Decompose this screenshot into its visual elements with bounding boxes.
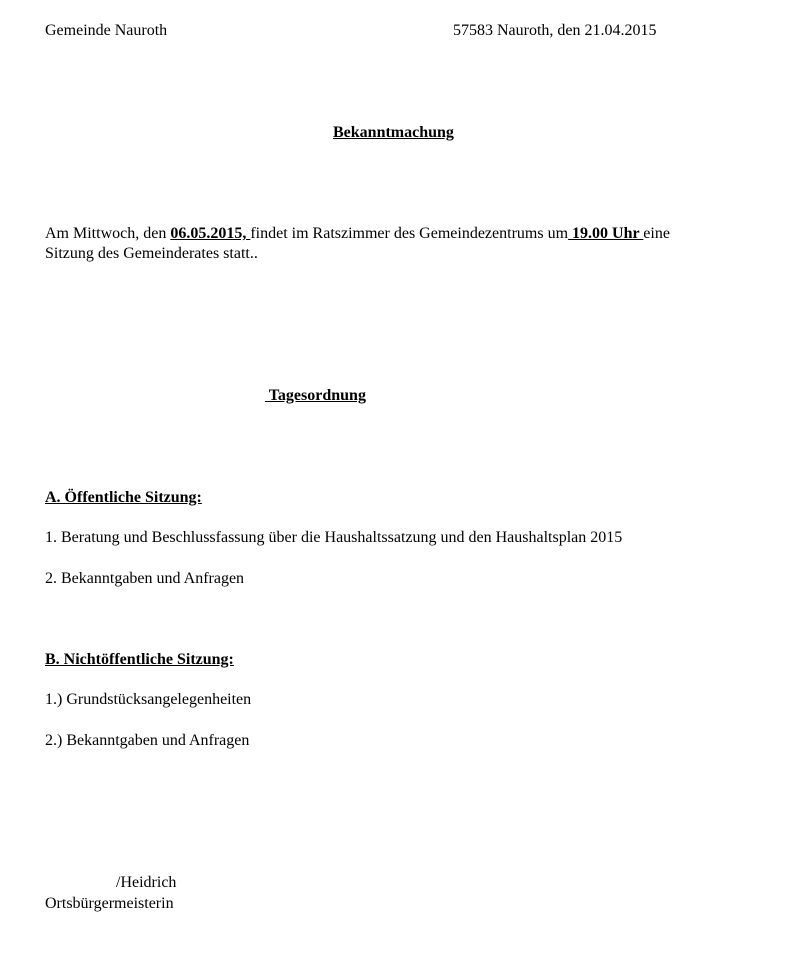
signature-role: Ortsbürgermeisterin (45, 895, 174, 912)
agenda-item: 2.) Bekanntgaben und Anfragen (45, 732, 250, 749)
announcement-line-1 (45, 224, 745, 244)
document-title: Bekanntmachung (333, 124, 454, 141)
agenda-item: 1. Beratung und Beschlussfassung über die Haushaltssatzung und den Haushaltsplan 2015 (45, 529, 623, 546)
meeting-time: 19.00 Uhr (568, 225, 644, 242)
intro-text-1: Am Mittwoch, den (45, 225, 171, 242)
intro-text-3: eine (643, 225, 670, 242)
intro-text-2: findet im Ratszimmer des Gemeindezentrums um (250, 225, 569, 242)
agenda-item: 2. Bekanntgaben und Anfragen (45, 570, 245, 587)
sender-name: Gemeinde Nauroth (45, 22, 168, 39)
nonpublic-session-heading: B. Nichtöffentliche Sitzung: (45, 651, 234, 668)
signature-name: /Heidrich (116, 874, 177, 891)
meeting-date: 06.05.2015, (170, 225, 251, 242)
public-session-heading: A. Öffentliche Sitzung: (45, 489, 202, 506)
agenda-title: Tagesordnung (265, 387, 366, 404)
place-and-date: 57583 Nauroth, den 21.04.2015 (453, 22, 657, 39)
announcement-paragraph (45, 224, 745, 264)
announcement-line-2: Sitzung des Gemeinderates statt.. (45, 245, 258, 262)
agenda-item: 1.) Grundstücksangelegenheiten (45, 691, 252, 708)
